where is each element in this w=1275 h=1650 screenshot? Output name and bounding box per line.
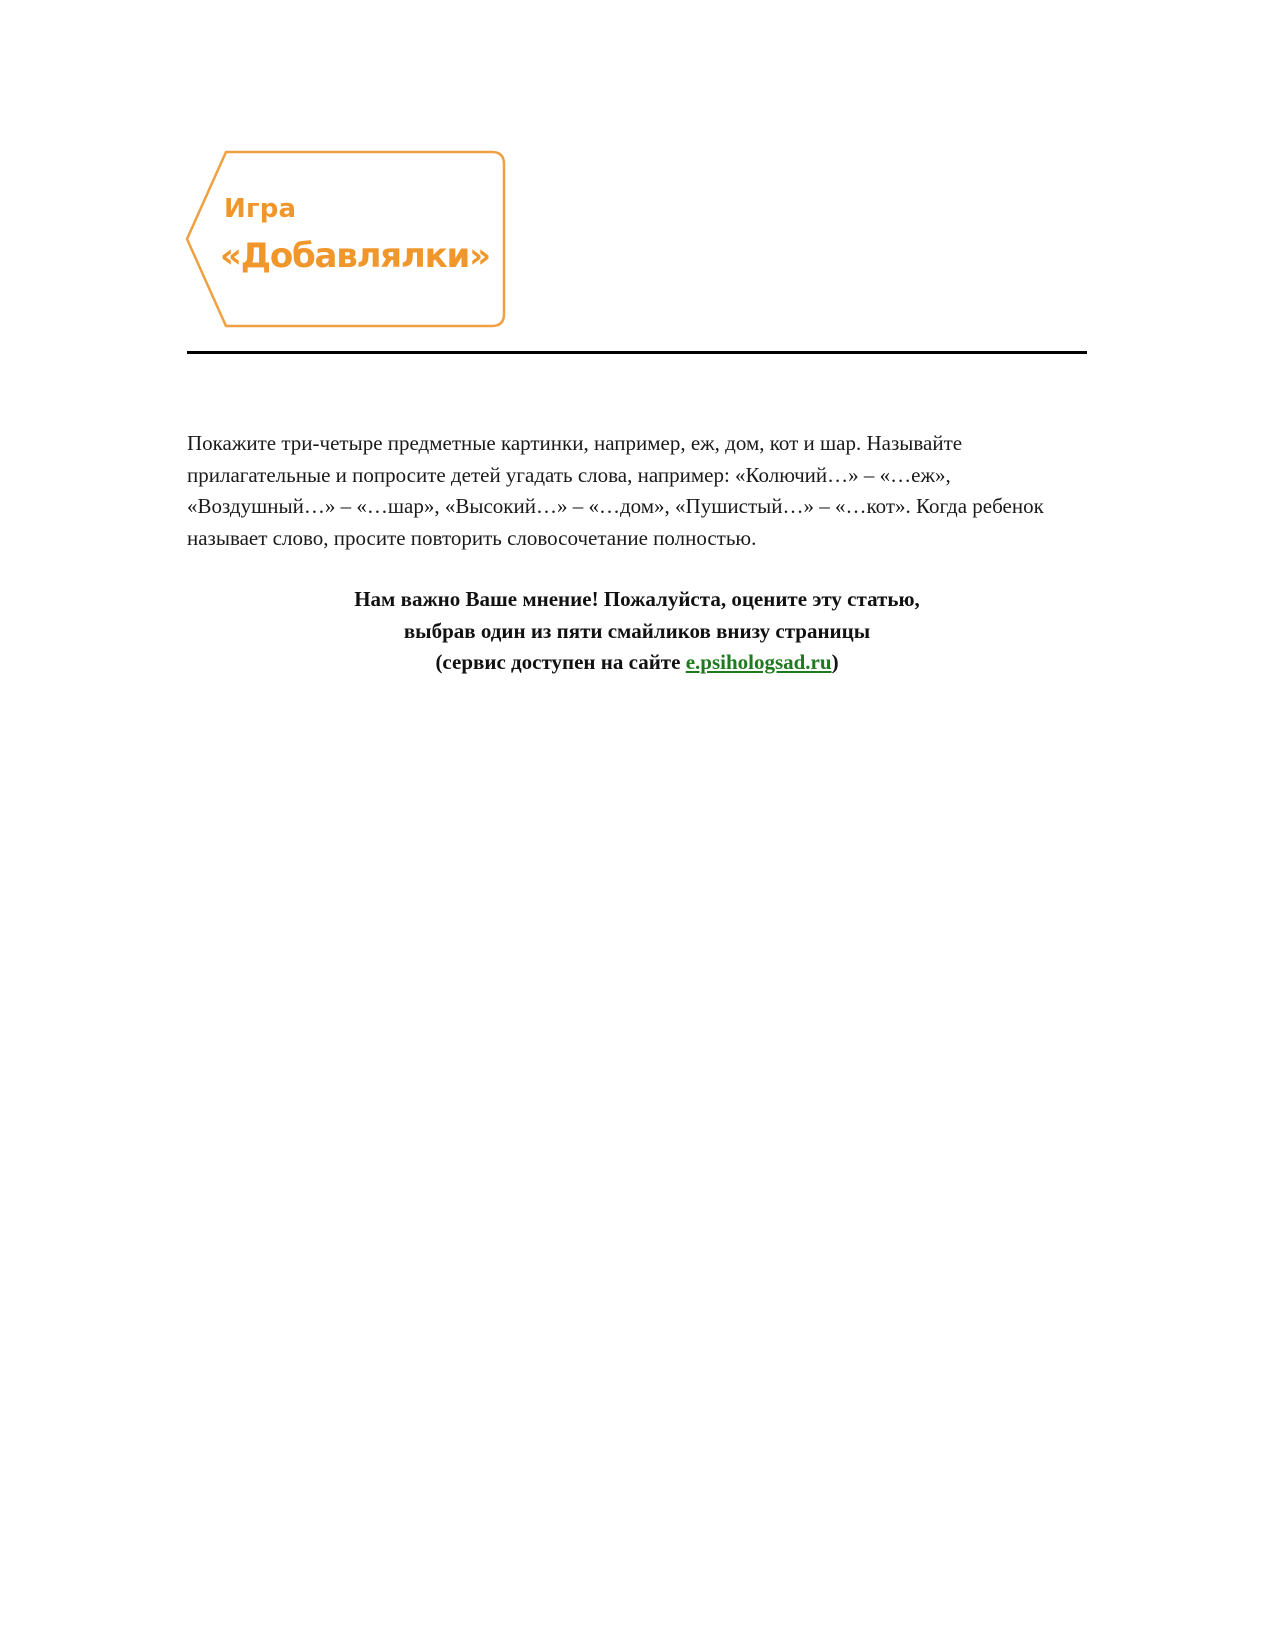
- feedback-line-3-prefix: (сервис доступен на сайте: [435, 650, 686, 674]
- feedback-notice: [187, 584, 1087, 679]
- feedback-line-1: Нам важно Ваше мнение! Пожалуйста, оцените эту статью,: [354, 587, 920, 611]
- badge-title-name: «Добавлялки»: [220, 236, 490, 276]
- site-link[interactable]: e.psihologsad.ru: [685, 650, 832, 674]
- title-badge: [184, 150, 508, 328]
- badge-title-game: Игра: [224, 194, 297, 224]
- instruction-paragraph: Покажите три-четыре предметные картинки, например, еж, дом, кот и шар. Называйте прилагательные и попросите детей угадать слова, например: «Колючий…» – «…еж», «Воздушный…» – «…шар», «Высокий…» – «…дом», «Пушистый…» – «…кот». Когда ребенок называет слово, просите повторить словосочетание полностью.: [187, 431, 1044, 550]
- feedback-line-3: [187, 647, 1087, 679]
- feedback-line-2: выбрав один из пяти смайликов внизу страницы: [403, 618, 871, 643]
- feedback-line-3-suffix: ): [831, 650, 839, 674]
- header-divider: [187, 351, 1087, 354]
